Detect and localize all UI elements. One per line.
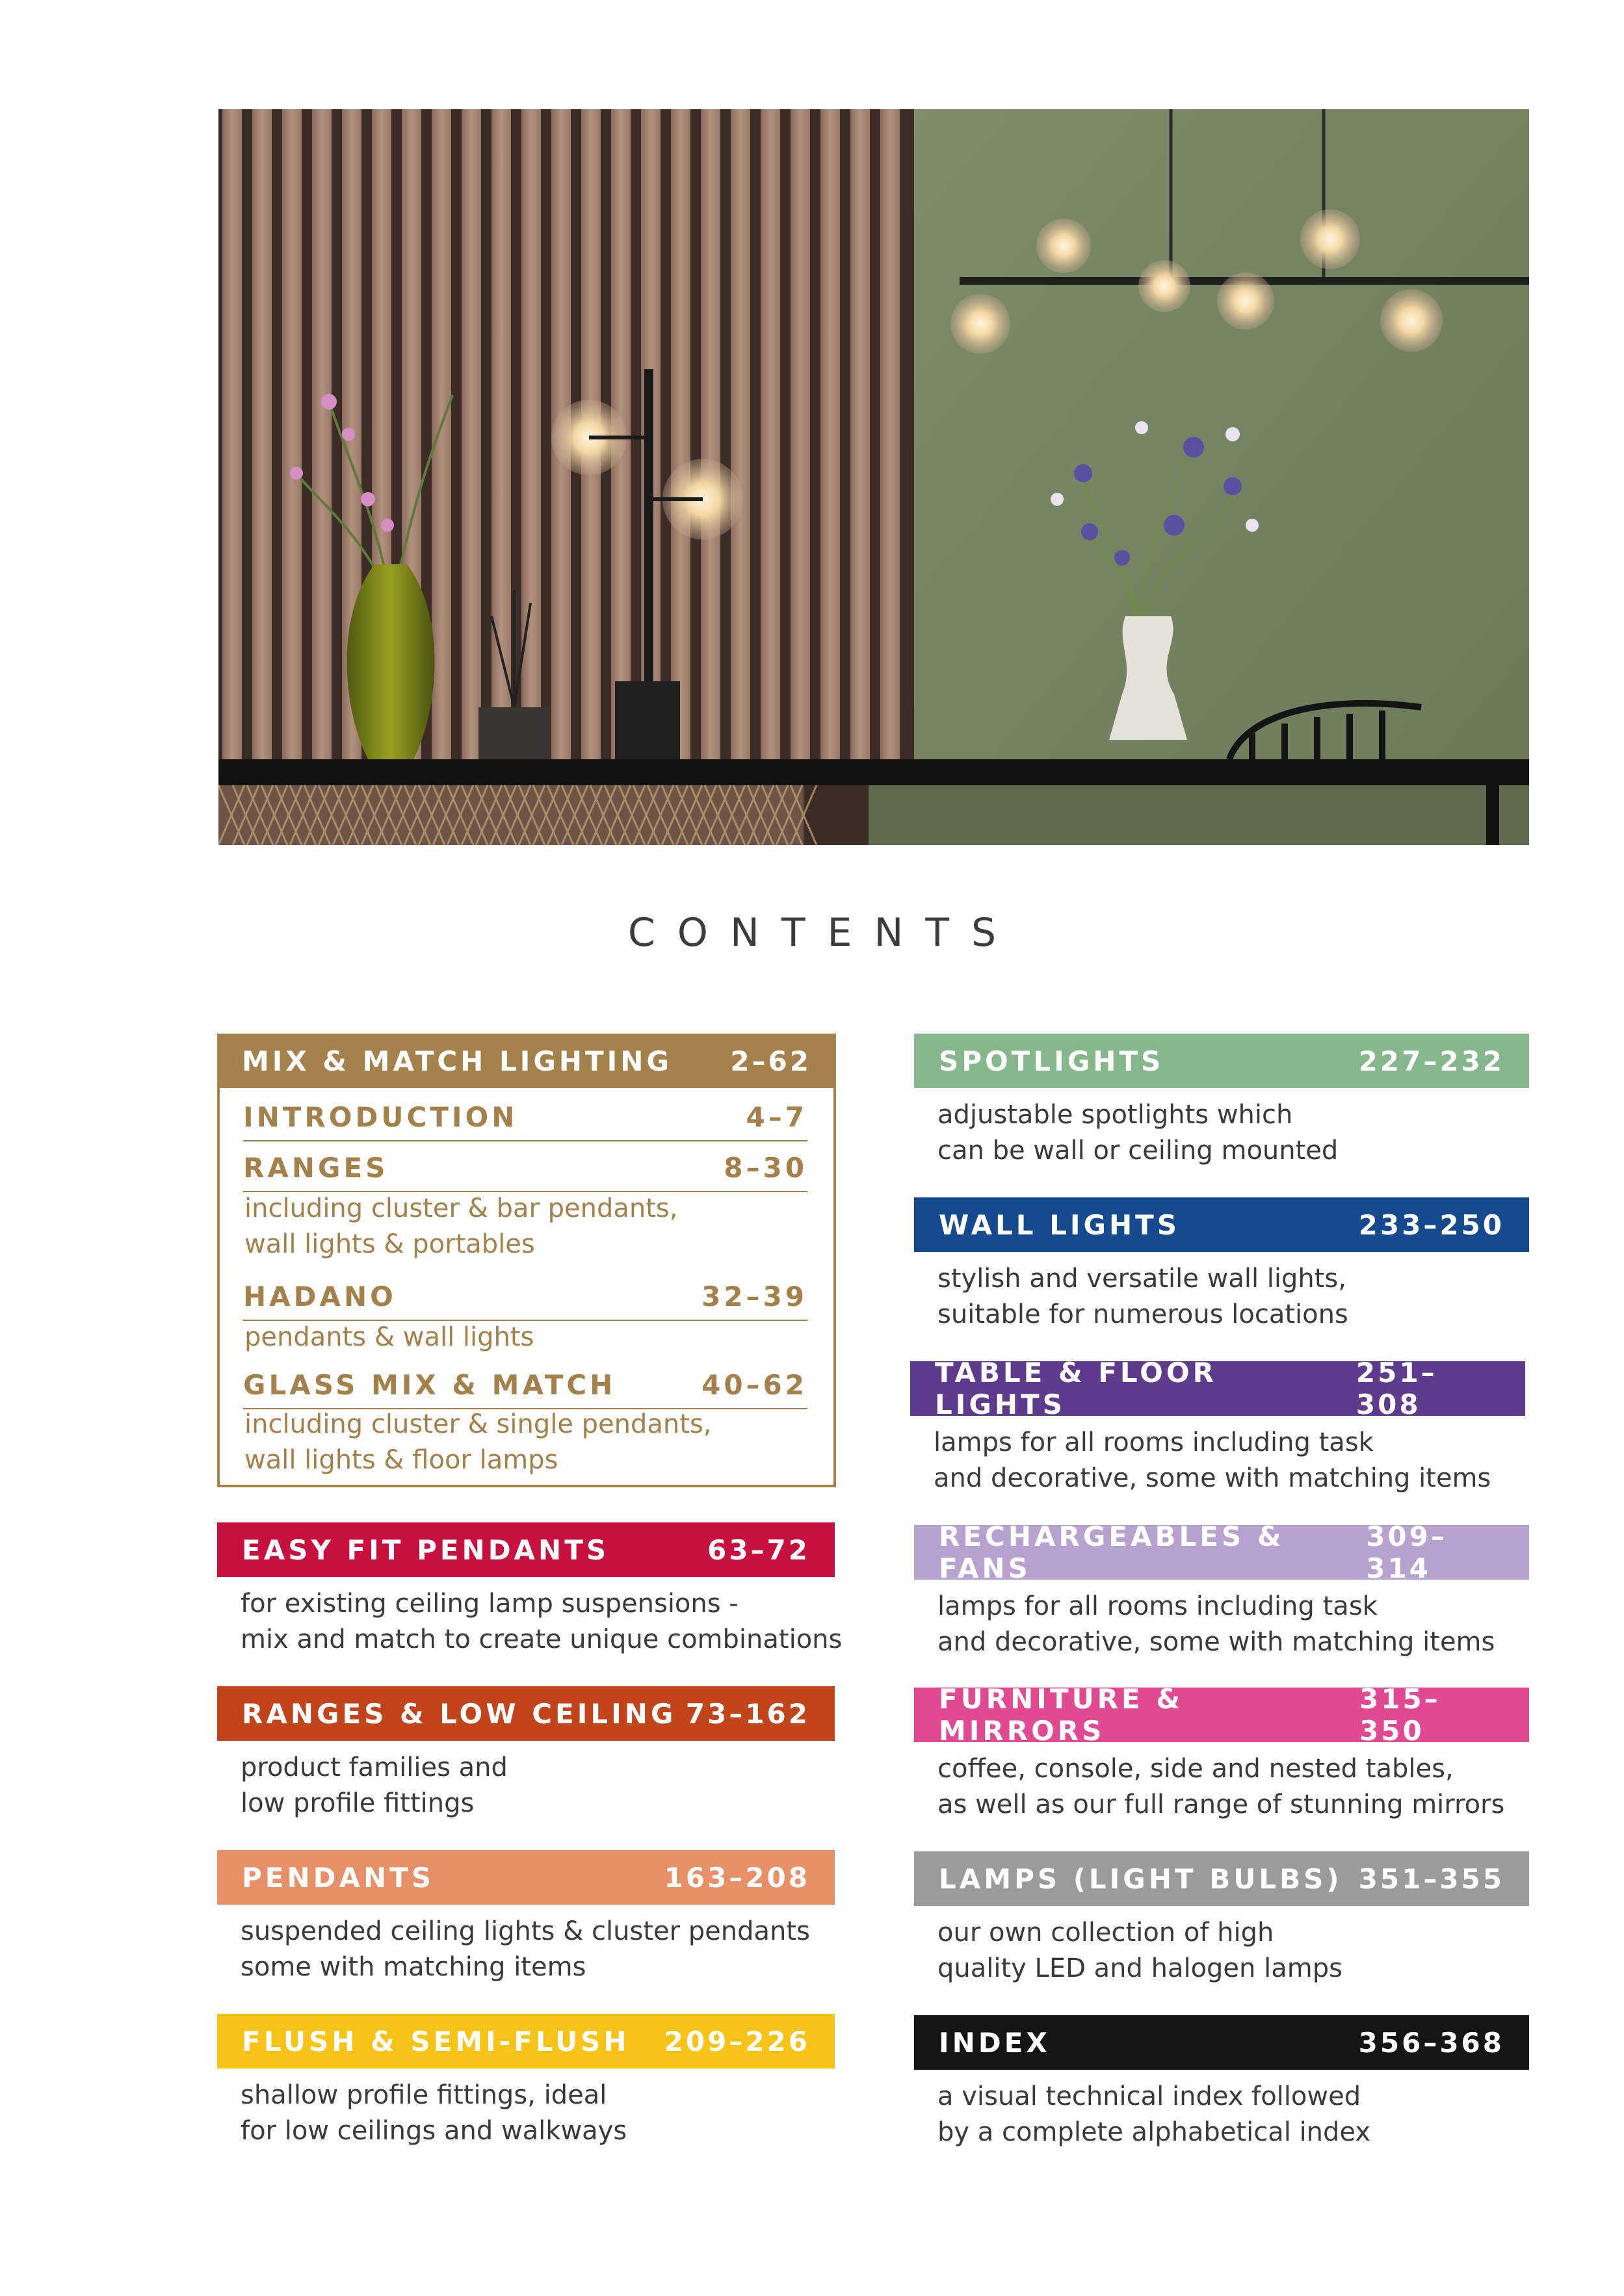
item-label: INTRODUCTION (243, 1101, 518, 1133)
section-header-pendants[interactable] (217, 1850, 835, 1905)
item-pages: 8–30 (724, 1151, 807, 1184)
section-description (937, 1097, 1338, 1169)
desc-line: quality LED and halogen lamps (937, 1953, 1342, 1983)
section-label: EASY FIT PENDANTS (242, 1533, 610, 1566)
mix-match-item-glass[interactable] (243, 1361, 807, 1409)
desc-line: lamps for all rooms including task (934, 1428, 1374, 1457)
desc-line: some with matching items (241, 1952, 586, 1982)
item-label: HADANO (243, 1280, 397, 1312)
mix-match-item-ranges[interactable] (243, 1144, 807, 1192)
section-pages: 163–208 (664, 1861, 810, 1894)
section-pages: 356–368 (1358, 2026, 1504, 2059)
desc-line: wall lights & floor lamps (244, 1445, 558, 1475)
section-label: PENDANTS (242, 1861, 435, 1894)
hero-photo (218, 109, 1529, 845)
desc-line: coffee, console, side and nested tables, (937, 1754, 1454, 1784)
section-pages: 351–355 (1358, 1862, 1504, 1895)
item-description (244, 1191, 677, 1262)
section-pages: 73–162 (685, 1697, 810, 1730)
section-description (241, 1586, 842, 1658)
desc-line: suspended ceiling lights & cluster pendants (241, 1916, 810, 1946)
desc-line: a visual technical index followed (937, 2081, 1361, 2111)
section-description (937, 1915, 1342, 1987)
section-header-ranges-low-ceiling[interactable] (217, 1686, 835, 1741)
section-header-lamps-light-bulbs[interactable] (914, 1851, 1529, 1906)
section-header-table-floor-lights[interactable] (910, 1357, 1525, 1420)
section-label: FLUSH & SEMI-FLUSH (242, 2025, 630, 2057)
desc-line: wall lights & portables (244, 1229, 535, 1259)
item-pages: 32–39 (701, 1280, 807, 1312)
desc-line: pendants & wall lights (244, 1322, 534, 1352)
section-header-rechargeables-fans[interactable] (914, 1520, 1529, 1584)
desc-line: including cluster & bar pendants, (244, 1194, 678, 1223)
section-description (241, 1750, 508, 1821)
section-description (937, 1589, 1495, 1660)
section-header-spotlights[interactable] (914, 1034, 1529, 1088)
item-label: RANGES (243, 1151, 389, 1184)
section-description (937, 2079, 1370, 2150)
section-pages: 2–62 (730, 1045, 811, 1077)
section-header-easy-fit-pendants[interactable] (217, 1522, 835, 1577)
item-label: GLASS MIX & MATCH (243, 1368, 616, 1401)
section-header-wall-lights[interactable] (914, 1197, 1529, 1252)
section-label: INDEX (939, 2026, 1051, 2059)
section-header-furniture-mirrors[interactable] (914, 1683, 1529, 1747)
section-header-mix-match[interactable] (217, 1034, 836, 1088)
desc-line: low profile fittings (241, 1788, 475, 1818)
section-label: MIX & MATCH LIGHTING (242, 1045, 672, 1077)
section-header-index[interactable] (914, 2015, 1529, 2070)
section-pages: 315–350 (1359, 1683, 1441, 1747)
desc-line: and decorative, some with matching items (937, 1627, 1495, 1657)
section-description (241, 1914, 810, 1985)
section-label: LAMPS (LIGHT BULBS) (939, 1862, 1342, 1895)
section-label: FURNITURE & MIRRORS (939, 1683, 1183, 1747)
mix-match-item-introduction[interactable] (243, 1093, 807, 1141)
section-description (934, 1425, 1491, 1496)
section-description (241, 2078, 627, 2149)
item-description (244, 1407, 712, 1478)
section-label: RANGES & LOW CEILING (242, 1697, 677, 1730)
desc-line: can be wall or ceiling mounted (937, 1136, 1339, 1166)
desc-line: mix and match to create unique combinations (241, 1624, 843, 1654)
desc-line: for existing ceiling lamp suspensions - (241, 1589, 739, 1619)
desc-line: product families and (241, 1753, 508, 1782)
desc-line: by a complete alphabetical index (937, 2117, 1370, 2147)
section-pages: 227–232 (1358, 1045, 1504, 1077)
section-label: WALL LIGHTS (939, 1208, 1181, 1241)
desc-line: including cluster & single pendants, (244, 1409, 712, 1439)
desc-line: our own collection of high (937, 1918, 1274, 1948)
desc-line: and decorative, some with matching items (934, 1463, 1491, 1493)
desc-line: adjustable spotlights which (937, 1100, 1293, 1130)
section-pages: 251–308 (1356, 1357, 1437, 1420)
section-pages: 209–226 (664, 2025, 810, 2057)
section-description (937, 1261, 1348, 1333)
section-pages: 63–72 (707, 1533, 810, 1566)
desc-line: lamps for all rooms including task (937, 1591, 1378, 1621)
page-title: CONTENTS (627, 910, 1019, 956)
desc-line: suitable for numerous locations (937, 1299, 1348, 1329)
desc-line: stylish and versatile wall lights, (937, 1264, 1346, 1294)
desc-line: as well as our full range of stunning mirrors (937, 1790, 1505, 1820)
section-label: TABLE & FLOOR LIGHTS (935, 1357, 1217, 1420)
section-label: RECHARGEABLES & FANS (939, 1520, 1285, 1584)
item-pages: 4–7 (746, 1101, 807, 1133)
mix-match-item-hadano[interactable] (243, 1273, 807, 1321)
section-header-flush-semi-flush[interactable] (217, 2014, 835, 2068)
desc-line: shallow profile fittings, ideal (241, 2080, 607, 2110)
desc-line: for low ceilings and walkways (241, 2116, 627, 2146)
section-label: SPOTLIGHTS (939, 1045, 1164, 1077)
item-pages: 40–62 (701, 1368, 807, 1401)
section-pages: 309–314 (1366, 1520, 1447, 1584)
interior-scene-illustration (218, 109, 1529, 845)
item-description (244, 1320, 534, 1355)
section-description (937, 1751, 1504, 1823)
section-pages: 233–250 (1358, 1208, 1504, 1241)
